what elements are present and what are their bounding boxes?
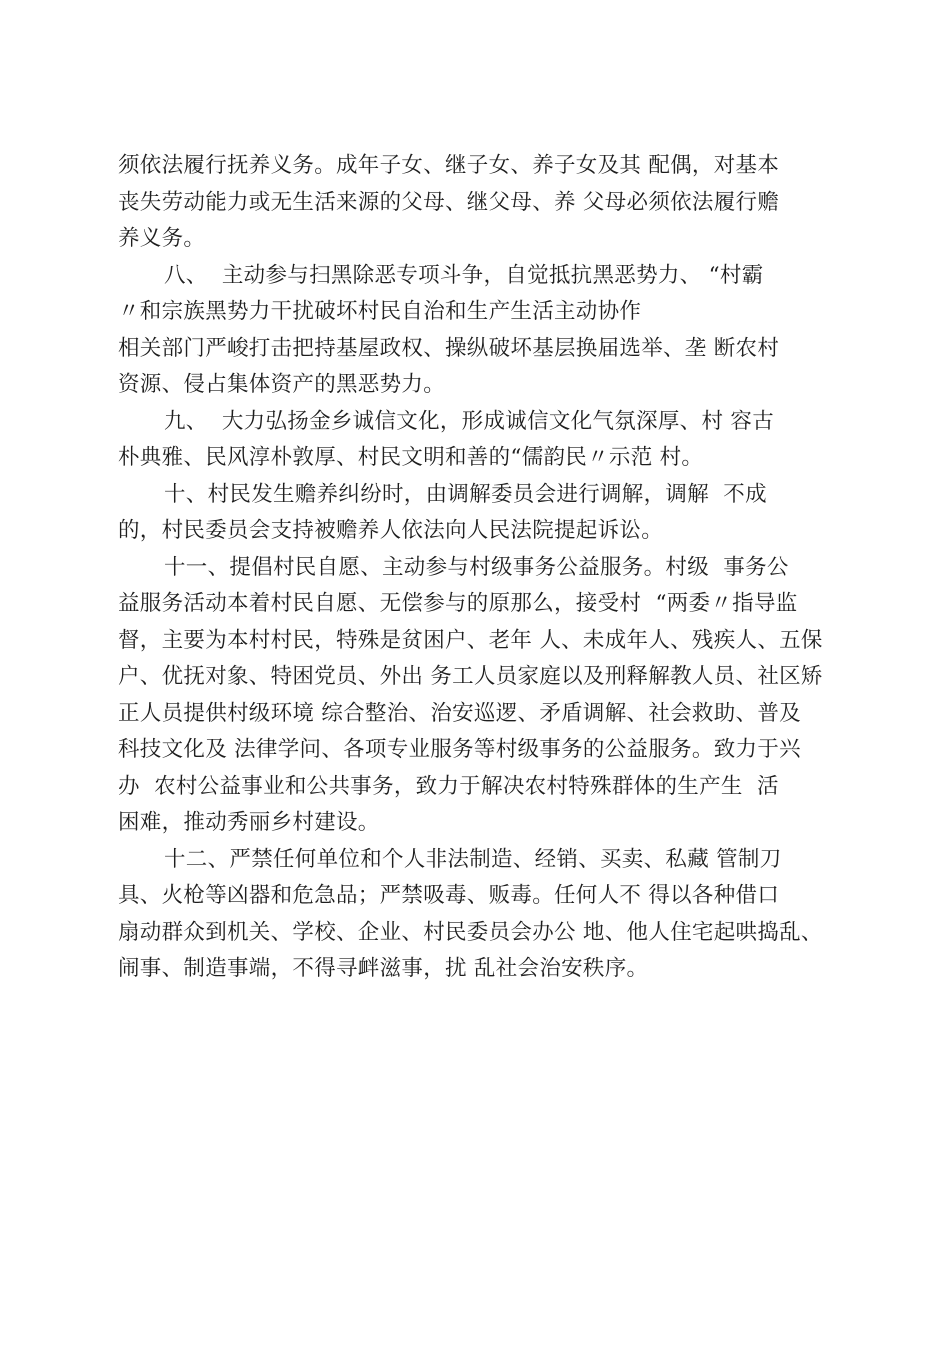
text-line: 资源、侵占集体资产的黑恶势力。 — [118, 372, 446, 397]
text-line: 户、优抚对象、特困党员、外出 务工人员家庭以及刑释解教人员、社区矫 — [118, 664, 823, 689]
text-line: 十、村民发生赡养纠纷时，由调解委员会进行调解，调解 不成 — [164, 481, 767, 507]
text-line: 养义务。 — [118, 226, 206, 251]
text-line: 科技文化及 法律学问、各项专业服务等村级事务的公益服务。致力于兴 — [118, 737, 801, 762]
text-line: 〃和宗族黑势力干扰破坏村民自治和生产生活主动协作 — [118, 299, 642, 324]
text-line: 扇动群众到机关、学校、企业、村民委员会办公 地、他人住宅起哄捣乱、 — [118, 919, 823, 945]
text-line: 十二、严禁任何单位和个人非法制造、经销、买卖、私藏 管制刀 — [164, 846, 782, 872]
text-line: 九、 大力弘扬金乡诚信文化，形成诚信文化气氛深厚、村 容古 — [164, 408, 775, 434]
text-line: 八、 主动参与扫黑除恶专项斗争，自觉抵抗黑恶势力、 “村霸 — [164, 262, 764, 288]
text-line: 须依法履行抚养义务。成年子女、继子女、养子女及其 配偶，对基本 — [118, 153, 780, 178]
text-line: 正人员提供村级环境 综合整治、治安巡逻、矛盾调解、社会救助、普及 — [118, 700, 801, 726]
text-line: 督，主要为本村村民，特殊是贫困户、老年 人、未成年人、残疾人、五保 — [118, 627, 823, 653]
text-line: 相关部门严峻打击把持基屋政权、操纵破坏基层换届选举、垄 断农村 — [118, 335, 780, 361]
text-line: 具、火枪等凶器和危急品；严禁吸毒、贩毒。任何人不 得以各种借口 — [118, 883, 780, 908]
text-line: 困难，推动秀丽乡村建设。 — [118, 810, 380, 835]
text-line: 闹事、制造事端，不得寻衅滋事，扰 乱社会治安秩序。 — [118, 956, 649, 981]
text-line: 丧失劳动能力或无生活来源的父母、继父母、养 父母必须依法履行赡 — [118, 189, 780, 215]
document-body — [118, 148, 858, 988]
text-line: 十一、提倡村民自愿、主动参与村级事务公益服务。村级 事务公 — [164, 554, 789, 580]
text-line: 的，村民委员会支持被赡养人依法向人民法院提起诉讼。 — [118, 518, 664, 543]
text-line: 朴典雅、民风淳朴敦厚、村民文明和善的“儒韵民〃示范 村。 — [118, 445, 704, 470]
text-line: 办 农村公益事业和公共事务，致力于解决农村特殊群体的生产生 活 — [118, 773, 779, 799]
text-line: 益服务活动本着村民自愿、无偿参与的原那么，接受村 “两委〃指导监 — [118, 591, 798, 616]
